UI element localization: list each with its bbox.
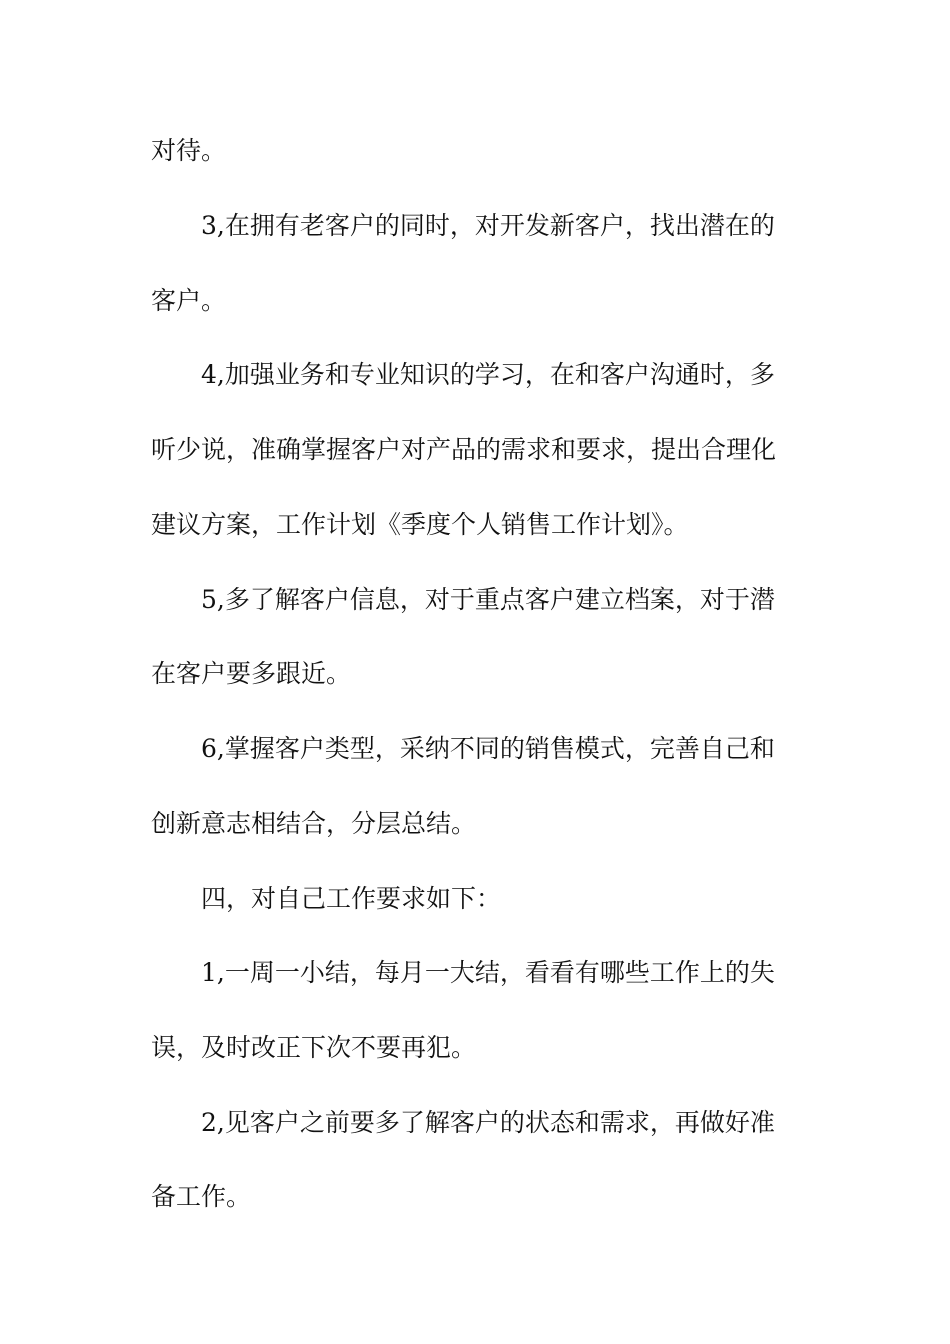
text-line: 创新意志相结合，分层总结。: [151, 809, 477, 838]
text-line: 1,一周一小结，每月一大结，看看有哪些工作上的失: [201, 958, 775, 987]
text-line: 在客户要多跟近。: [151, 659, 352, 688]
text-line: 4,加强业务和专业知识的学习，在和客户沟通时，多: [201, 360, 775, 389]
text-line: 误，及时改正下次不要再犯。: [151, 1033, 477, 1062]
text-line: 四，对自己工作要求如下：: [201, 884, 502, 913]
text-line: 客户。: [151, 286, 227, 315]
text-line: 2,见客户之前要多了解客户的状态和需求，再做好准: [201, 1108, 775, 1137]
text-line: 建议方案，工作计划《季度个人销售工作计划》。: [151, 510, 689, 539]
text-line: 6,掌握客户类型，采纳不同的销售模式，完善自己和: [201, 734, 775, 763]
text-line: 对待。: [151, 136, 227, 165]
text-line: 备工作。: [151, 1182, 252, 1211]
text-line: 5,多了解客户信息，对于重点客户建立档案，对于潜: [201, 585, 775, 614]
text-line: 听少说，准确掌握客户对产品的需求和要求，提出合理化: [151, 435, 777, 464]
text-line: 3,在拥有老客户的同时，对开发新客户，找出潜在的: [201, 211, 775, 240]
